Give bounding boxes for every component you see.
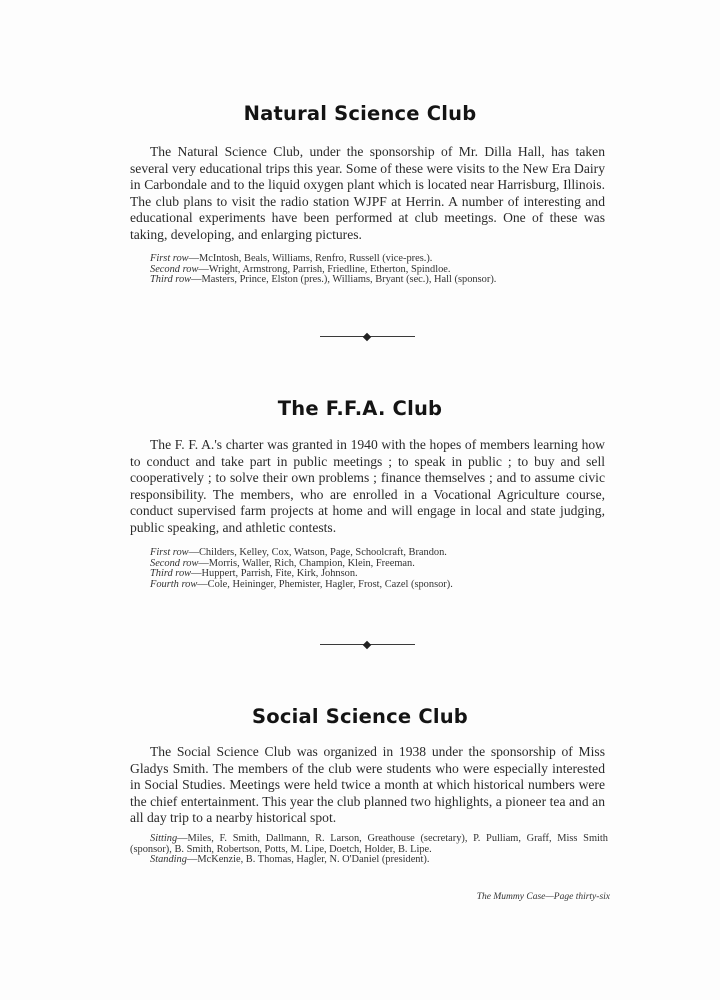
- roster-names: Childers, Kelley, Cox, Watson, Page, Schoolcraft, Brandon.: [198, 547, 447, 558]
- roster-row: [150, 580, 610, 591]
- roster-separator: —: [198, 263, 209, 275]
- roster-row: [130, 833, 608, 855]
- roster-social-science: [130, 834, 608, 866]
- page-footer: The Mummy Case—Page thirty-six: [476, 892, 610, 902]
- section-body-natural-science: The Natural Science Club, under the sponsorship of Mr. Dilla Hall, has taken several very educational trips this year. Some of these were visits to the New Era Dairy in Carbondale and to the liquid oxygen plant which is located near Harrisburg, Illinois. The club plans to visit the radio station WJPF at Herrin. A number of interesting and educational experiments have been performed at club meetings. One of these was taking, developing, and enlarging pictures.: [130, 144, 605, 242]
- roster-natural-science: [150, 254, 610, 286]
- roster-names: Morris, Waller, Rich, Champion, Klein, Freeman.: [208, 557, 415, 569]
- roster-label: Fourth row: [150, 578, 198, 590]
- roster-label: Second row: [150, 557, 199, 569]
- section-title-natural-science: Natural Science Club: [243, 102, 477, 125]
- roster-ffa: [150, 548, 610, 590]
- roster-separator: —: [188, 547, 199, 558]
- roster-names: Miles, F. Smith, Dallmann, R. Larson, Greathouse (secretary), P. Pulliam, Graff, Miss Smith (sponsor), B. Smith, Robertson, Potts, M. Lipe, Doetch, Holder, B. Lipe.: [130, 833, 608, 855]
- roster-label: Second row: [150, 263, 199, 275]
- diamond-ornament-icon: [363, 640, 371, 648]
- diamond-ornament-icon: [363, 332, 371, 340]
- roster-separator: —: [186, 854, 198, 866]
- roster-names: Masters, Prince, Elston (pres.), Williams, Bryant (sec.), Hall (sponsor).: [201, 274, 497, 286]
- roster-separator: —: [188, 253, 199, 264]
- roster-row: [150, 275, 610, 286]
- roster-names: Huppert, Parrish, Fite, Kirk, Johnson.: [201, 568, 358, 580]
- section-divider: [320, 640, 415, 650]
- roster-label: Standing: [150, 854, 187, 866]
- roster-separator: —: [177, 833, 188, 844]
- roster-separator: —: [191, 568, 202, 580]
- roster-names: McIntosh, Beals, Williams, Renfro, Russell (vice-pres.).: [198, 253, 433, 264]
- section-title-ffa: The F.F.A. Club: [277, 397, 443, 420]
- roster-label: First row: [150, 253, 189, 264]
- section-body-ffa: The F. F. A.'s charter was granted in 1940 with the hopes of members learning how to conduct and take part in public meetings ; to speak in public ; to buy and sell cooperatively ; to solve their own problems ; finance themselves ; and to assume civic responsibility. The members, who are enrolled in a Vocational Agriculture course, conduct supervised farm projects at home and will engage in local and state judging, public speaking, and athletic contests.: [130, 437, 605, 535]
- roster-label: First row: [150, 547, 189, 558]
- roster-label: Sitting: [150, 833, 178, 844]
- roster-separator: —: [197, 578, 208, 590]
- roster-separator: —: [191, 274, 202, 286]
- roster-separator: —: [198, 557, 209, 569]
- roster-names: McKenzie, B. Thomas, Hagler, N. O'Daniel (president).: [197, 854, 430, 866]
- roster-label: Third row: [150, 568, 192, 580]
- roster-row: [130, 855, 608, 866]
- section-body-social-science: The Social Science Club was organized in 1938 under the sponsorship of Miss Gladys Smith. The members of the club were students who were especially interested in Social Studies. Meetings were held twice a month at which historical numbers were the chief entertainment. This year the club planned two highlights, a pioneer tea and an all day trip to a nearby historical spot.: [130, 744, 605, 825]
- section-divider: [320, 332, 415, 342]
- roster-names: Cole, Heininger, Phemister, Hagler, Frost, Cazel (sponsor).: [207, 578, 453, 590]
- roster-label: Third row: [150, 274, 192, 286]
- section-title-social-science: Social Science Club: [252, 705, 468, 728]
- roster-names: Wright, Armstrong, Parrish, Friedline, Etherton, Spindloe.: [208, 263, 451, 275]
